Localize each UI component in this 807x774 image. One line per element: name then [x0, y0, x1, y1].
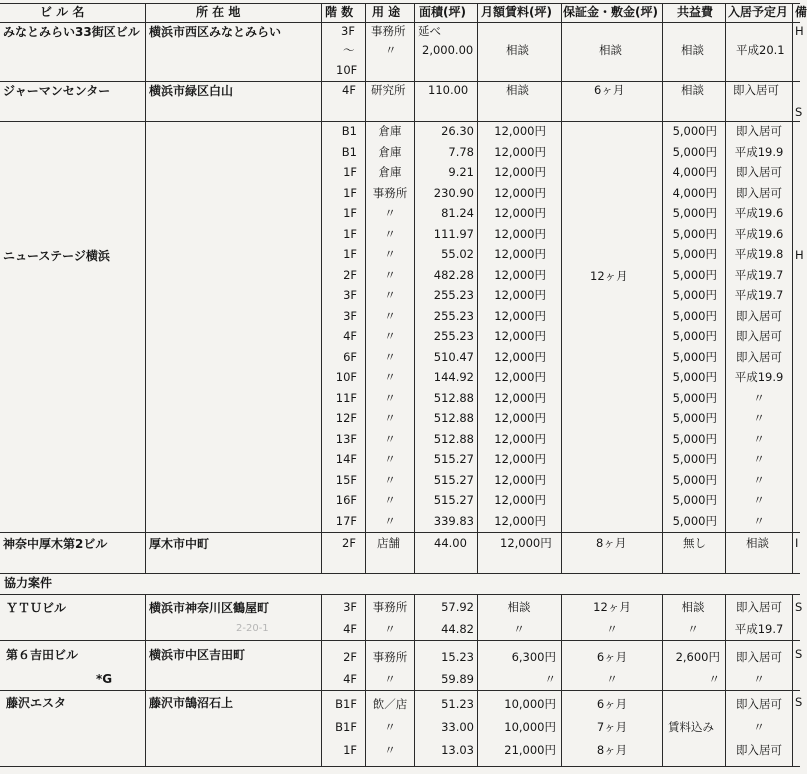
floor: 2F: [343, 650, 357, 664]
floor: B1F: [335, 720, 357, 734]
floor: B1F: [335, 697, 357, 711]
area: 339.83: [433, 513, 474, 528]
move-in: 即入居可: [736, 124, 782, 138]
area: 13.03: [441, 743, 474, 757]
common-fee: 5,000円: [672, 411, 717, 425]
common-fee: 5,000円: [672, 247, 717, 261]
common-fee: 賃料込み: [668, 720, 714, 734]
move-in: 即入居可: [736, 165, 782, 179]
edge-note: I: [795, 536, 799, 550]
move-in: 〃: [753, 472, 765, 487]
floor: 3F: [343, 308, 357, 323]
floor: 1F: [343, 185, 357, 200]
rent: 12,000円: [494, 452, 546, 466]
use: 〃: [384, 720, 396, 734]
area: 44.82: [441, 622, 474, 636]
move-in: 即入居可: [736, 349, 782, 364]
deposit: 〃: [606, 672, 618, 686]
move-in: 即入居可: [736, 329, 782, 343]
area: 515.27: [433, 472, 474, 487]
rent: 〃: [544, 672, 556, 686]
move-in: 平成19.6: [734, 206, 784, 220]
rent: 相談: [506, 43, 529, 57]
rent: 12,000円: [494, 165, 546, 179]
area: 110.00: [428, 83, 469, 97]
floor: 2F: [342, 536, 356, 550]
area: 230.90: [433, 185, 474, 200]
rent: 12,000円: [494, 493, 546, 507]
common-fee: 5,000円: [672, 144, 717, 159]
building-name: ジャーマンセンター: [3, 84, 111, 98]
rent: 10,000円: [504, 720, 556, 734]
move-in: 平成19.8: [734, 247, 784, 261]
move-in: 〃: [753, 493, 765, 507]
area: 57.92: [441, 600, 474, 614]
building-name: ニューステージ横浜: [3, 249, 110, 263]
move-in: 平成19.7: [734, 267, 784, 282]
area: 9.21: [448, 165, 474, 179]
rent: 10,000円: [504, 697, 556, 711]
common-fee: 5,000円: [672, 267, 717, 282]
rent: 〃: [513, 622, 525, 636]
rent: 12,000円: [494, 288, 546, 302]
floor: 13F: [335, 431, 357, 446]
area: 7.78: [448, 144, 474, 159]
floor: 10F: [336, 63, 358, 77]
edge-note: S: [795, 600, 803, 614]
floor: 1F: [343, 247, 357, 261]
floor: 1F: [343, 206, 357, 220]
building-name: みなとみらい33街区ビル: [3, 25, 140, 39]
header-common-fee: 共益費: [677, 5, 714, 19]
use: 飲／店: [372, 697, 408, 711]
use: 〃: [384, 513, 396, 528]
floor: 6F: [343, 349, 357, 364]
floor-range: 〜: [343, 43, 355, 57]
building-address: 横浜市神奈川区鶴屋町: [149, 601, 270, 615]
area: 26.30: [441, 124, 474, 138]
area: 51.23: [441, 697, 474, 711]
common-fee: 5,000円: [672, 472, 717, 487]
move-in: 〃: [753, 672, 765, 686]
floor: 4F: [343, 672, 357, 686]
building-address: 藤沢市鵠沼石上: [149, 696, 234, 710]
common-fee: 5,000円: [672, 308, 717, 323]
building-name: ＹＴＵビル: [6, 601, 67, 615]
floor: 1F: [343, 743, 357, 757]
edge-note: S: [795, 647, 803, 661]
area: 512.88: [433, 411, 474, 425]
move-in: 相談: [746, 536, 769, 550]
common-fee: 相談: [681, 43, 704, 57]
header-location: 所 在 地: [196, 5, 241, 19]
area: 515.27: [433, 452, 474, 466]
deposit: 6ヶ月: [596, 650, 628, 664]
rent: 12,000円: [500, 536, 552, 550]
use: 〃: [384, 452, 396, 466]
use: 事務所: [372, 650, 408, 664]
header-building: ビ ル 名: [40, 5, 85, 19]
move-in: 平成19.9: [734, 370, 784, 384]
move-in: 平成19.7: [734, 288, 784, 302]
floor: 10F: [335, 370, 357, 384]
common-fee: 5,000円: [672, 493, 717, 507]
area: 515.27: [433, 493, 474, 507]
building-address: 横浜市緑区白山: [149, 84, 234, 98]
move-in: 〃: [753, 431, 765, 446]
rent: 6,300円: [511, 650, 556, 664]
area: 15.23: [441, 650, 474, 664]
use: 〃: [385, 43, 397, 57]
header-deposit: 保証金・敷金(坪): [563, 5, 658, 19]
common-fee: 5,000円: [672, 370, 717, 384]
header-edge: 備: [795, 5, 807, 19]
use: 〃: [384, 390, 396, 405]
use: 〃: [384, 622, 396, 636]
rent: 12,000円: [494, 513, 546, 528]
common-fee: 2,600円: [675, 650, 720, 664]
edge-note: H: [795, 248, 804, 262]
use: 研究所: [371, 83, 406, 97]
area: 512.88: [433, 431, 474, 446]
building-address: 厚木市中町: [149, 537, 210, 551]
move-in: 即入居可: [736, 743, 782, 757]
use: 〃: [384, 329, 396, 343]
use: 〃: [384, 226, 396, 241]
use: 倉庫: [378, 144, 402, 159]
common-fee: 5,000円: [672, 431, 717, 446]
common-fee: 5,000円: [672, 124, 717, 138]
common-fee: 5,000円: [672, 349, 717, 364]
common-fee: 無し: [683, 536, 706, 550]
use: 〃: [384, 349, 396, 364]
use: 〃: [384, 411, 396, 425]
rent: 12,000円: [494, 144, 546, 159]
area: 2,000.00: [422, 43, 474, 57]
floor: 4F: [342, 83, 356, 97]
use: 事務所: [372, 600, 408, 614]
floor: 4F: [343, 329, 357, 343]
deposit: 6ヶ月: [596, 697, 628, 711]
building-address: 横浜市西区みなとみらい: [149, 25, 282, 39]
move-in: 〃: [753, 513, 765, 528]
floor: 12F: [335, 411, 357, 425]
area: 44.00: [434, 536, 467, 550]
rent: 12,000円: [494, 370, 546, 384]
area-note: 延べ: [418, 24, 441, 38]
use: 〃: [384, 288, 396, 302]
rent: 12,000円: [494, 124, 546, 138]
move-in: 即入居可: [736, 650, 782, 664]
rent: 21,000円: [504, 743, 556, 757]
rent: 12,000円: [494, 431, 546, 446]
floor: 2F: [343, 267, 357, 282]
use: 〃: [384, 672, 396, 686]
use: 事務所: [371, 24, 406, 38]
use: 〃: [384, 431, 396, 446]
deposit: 8ヶ月: [596, 536, 627, 550]
floor: 17F: [335, 513, 357, 528]
floor: 16F: [335, 493, 357, 507]
floor: 14F: [335, 452, 357, 466]
common-fee: 4,000円: [672, 165, 717, 179]
move-in: 〃: [753, 452, 765, 466]
rent: 12,000円: [494, 472, 546, 487]
floor: 3F: [341, 24, 355, 38]
deposit: 7ヶ月: [596, 720, 628, 734]
use: 〃: [384, 308, 396, 323]
rent: 相談: [506, 83, 529, 97]
move-in: 平成19.6: [734, 226, 784, 241]
header-move-in: 入居予定月: [728, 5, 789, 19]
area: 512.88: [433, 390, 474, 405]
use: 〃: [384, 206, 396, 220]
use: 事務所: [372, 185, 408, 200]
area: 255.23: [433, 308, 474, 323]
rent: 12,000円: [494, 247, 546, 261]
common-fee: 相談: [681, 83, 704, 97]
rent: 12,000円: [494, 329, 546, 343]
area: 55.02: [441, 247, 474, 261]
common-fee: 5,000円: [672, 206, 717, 220]
common-fee: 5,000円: [672, 452, 717, 466]
edge-note: S: [795, 105, 803, 119]
use: 倉庫: [378, 124, 402, 138]
use: 〃: [384, 743, 396, 757]
header-area: 面積(坪): [419, 5, 466, 19]
area: 81.24: [441, 206, 474, 220]
rent: 12,000円: [494, 390, 546, 405]
use: 〃: [384, 247, 396, 261]
move-in: 〃: [753, 390, 765, 405]
area: 255.23: [433, 288, 474, 302]
building-name: 藤沢エスタ: [6, 696, 67, 710]
area: 144.92: [433, 370, 474, 384]
address-note: 2-20-1: [236, 623, 269, 634]
rent: 12,000円: [494, 308, 546, 323]
building-name: 神奈中厚木第2ビル: [3, 537, 108, 551]
floor: 3F: [343, 600, 357, 614]
floor: 15F: [335, 472, 357, 487]
move-in: 〃: [753, 720, 765, 734]
header-floor: 階 数: [325, 5, 354, 19]
move-in: 即入居可: [736, 308, 782, 323]
building-name: 第６吉田ビル: [6, 648, 79, 662]
use: 〃: [384, 370, 396, 384]
deposit: 相談: [599, 43, 622, 57]
area: 59.89: [441, 672, 474, 686]
area: 111.97: [433, 226, 474, 241]
area: 255.23: [433, 329, 474, 343]
floor: B1: [341, 124, 357, 138]
common-fee: 〃: [687, 622, 699, 636]
use: 倉庫: [378, 165, 402, 179]
use: 店舗: [377, 536, 400, 550]
rent: 12,000円: [494, 185, 546, 200]
common-fee: 5,000円: [672, 288, 717, 302]
common-fee: 〃: [708, 672, 720, 686]
move-in: 〃: [753, 411, 765, 425]
rent: 12,000円: [494, 206, 546, 220]
deposit: 12ヶ月: [590, 269, 628, 283]
floor: 11F: [335, 390, 357, 405]
move-in: 平成19.9: [734, 144, 784, 159]
rent: 12,000円: [494, 411, 546, 425]
rent: 12,000円: [494, 267, 546, 282]
rent: 12,000円: [494, 349, 546, 364]
rent: 12,000円: [494, 226, 546, 241]
use: 〃: [384, 493, 396, 507]
use: 〃: [384, 472, 396, 487]
common-fee: 5,000円: [672, 226, 717, 241]
deposit: 12ヶ月: [593, 600, 631, 614]
deposit: 8ヶ月: [596, 743, 628, 757]
header-use: 用 途: [372, 5, 401, 19]
edge-note: H: [795, 24, 804, 38]
area: 510.47: [433, 349, 474, 364]
rent: 相談: [507, 600, 531, 614]
deposit: 6ヶ月: [594, 83, 625, 97]
floor: 1F: [343, 226, 357, 241]
move-in: 平成19.7: [734, 622, 784, 636]
area: 33.00: [441, 720, 474, 734]
move-in: 即入居可: [736, 697, 782, 711]
building-mark: *G: [96, 672, 113, 686]
floor: 3F: [343, 288, 357, 302]
move-in: 即入居可: [736, 185, 782, 200]
common-fee: 5,000円: [672, 329, 717, 343]
deposit: 〃: [606, 622, 618, 636]
edge-note: S: [795, 695, 803, 709]
header-rent: 月額賃料(坪): [481, 5, 552, 19]
common-fee: 5,000円: [672, 513, 717, 528]
use: 〃: [384, 267, 396, 282]
move-in: 即入居可: [736, 600, 782, 614]
common-fee: 5,000円: [672, 390, 717, 405]
move-in: 平成20.1: [736, 43, 785, 57]
move-in: 即入居可: [733, 83, 779, 97]
section-title: 協力案件: [4, 576, 53, 590]
area: 482.28: [433, 267, 474, 282]
common-fee: 相談: [681, 600, 705, 614]
floor: 1F: [343, 165, 357, 179]
common-fee: 4,000円: [672, 185, 717, 200]
building-address: 横浜市中区吉田町: [149, 648, 246, 662]
floor: B1: [341, 144, 357, 159]
floor: 4F: [343, 622, 357, 636]
